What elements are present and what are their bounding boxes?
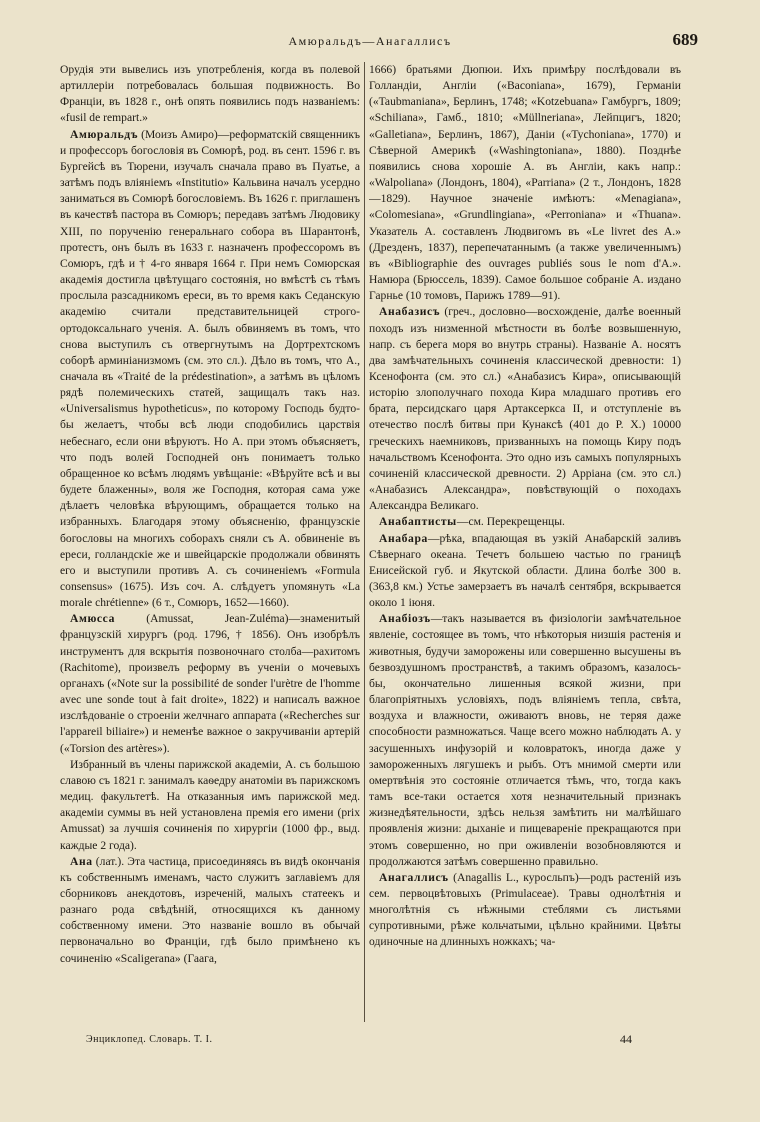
entry-anabiosis [369,611,681,870]
entry-anagallis [369,870,681,951]
left-column [60,62,360,1027]
entry-ana [60,854,360,967]
paragraph-continued: Орудія эти вывелись изъ употребленія, когда въ полевой артиллеріи потребовалась большая подвижность. Во Франціи, въ 1828 г., онѣ опять появились подъ названіемъ: «fusil de rempart.» [60,63,360,125]
entry-headword: Анабара [379,531,428,545]
page-header [60,30,698,52]
page-number: 689 [672,30,698,49]
footer-source: Энциклопед. Словарь. Т. I. [86,1034,213,1045]
entry-text: (греч., дословно—восхожденіе, далѣе военный походъ изъ низменной мѣстности въ болѣе возвышенную, напр. съ берега моря во внутрь страны). Названіе А. носятъ два замѣчательныхъ сочиненія классической древности: 1) Ксенофонта (см. это сл.) «Анабазисъ Кира», описывающій исторію злополучнаго похода Кира младшаго противъ его брата, персидскаго царя Артаксеркса II, и отступленіе въ отечество послѣ битвы при Кунаксѣ (401 до Р. Х.) 10000 греческихъ наемниковъ, призванныхъ на помощь Киру подъ начальствомъ Ксенофонта. Это одно изъ самыхъ популярныхъ сочиненій классической древности. 2) Арріана (см. это сл.) «Анабазисъ Александра», повѣствующій о походахъ Александра Великаго. [369,305,681,513]
entry-text: —см. Перекрещенцы. [456,515,565,529]
entry-headword: Амюсса [70,612,115,626]
column-divider [364,62,365,1022]
entry-text: (Моизъ Амиро)—реформатскій священникъ и профессоръ богословія въ Сомюрѣ, род. въ сент. 1596 г. въ Бургейсѣ въ Тюрени, изучалъ сначала право въ Пуатье, а затѣмъ подъ вліяніемъ «Institutio» Кальвина началъ усердно заниматься въ Сомюрѣ богословіемъ. Въ 1626 г. приглашенъ въ качествѣ пастора въ Сомюръ; передавъ затѣмъ Людовику XIII, по порученію генеральнаго собора въ Шарантонѣ, протестъ, онъ былъ въ 1633 г. назначенъ профессоромъ въ Сомюръ, гдѣ и † 4-го января 1664 г. При немъ Сомюрская академія достигла цвѣтущаго состоянія, но вмѣстѣ съ тѣмъ прослыла разсадникомъ ереси, въ то время какъ Седанскую академію считали представительницей строго-ортодоксальнаго ученія. А. былъ обвиняемъ въ томъ, что снова выступилъ съ отвергнутымъ на Дортрехтскомъ соборѣ арминіанизмомъ (см. это сл.). Дѣло въ томъ, что А., сначала въ «Traité de la prédestination», а затѣмъ въ цѣломъ рядѣ полемическихъ статей, защищалъ такъ наз. «Universalismus hypotheticus», по которому Господь будто-бы желаетъ, чтобы всѣ люди сподобились царствія небеснаго, если они вѣруютъ. Но А. при этомъ объясняетъ, что подъ волей Господней онъ понимаетъ только обращенное ко всѣмъ людямъ увѣщаніе: «Вѣруйте всѣ и вы будете блаженны», воля же Господня, которая сама уже дѣлаетъ человѣка вѣрующимъ, обращается только на избранныхъ. Благодаря этому объясненію, французскіе богословы на многихъ соборахъ сняли съ А. обвиненіе въ ереси, голландскіе же и швейцарскіе продолжали обвинять его и выступили противъ А. съ сочиненіемъ «Formula consensus» (1675). Изъ соч. А. слѣдуетъ упомянуть «La morale chrétienne» (6 т., Сомюръ, 1652—1660). [60,127,360,610]
paragraph: Избранный въ члены парижской академіи, А. съ большою славою съ 1821 г. занималъ каѳедру анатоміи въ парижскомъ медиц. факультетѣ. На отказанныя имъ парижской мед. академіи суммы въ ней установлена премія его имени (prix Amussat) за лучшія сочиненія по хирургіи (1000 фр., выд. каждые 2 года). [60,757,360,852]
entry-headword: Анагаллисъ [379,870,449,884]
running-head: Амюральдъ—Анагаллисъ [288,34,452,48]
entry-text: (Amussat, Jean-Zuléma)—знаменитый французскій хирургъ (род. 1796, † 1856). Онъ изобрѣлъ инструментъ для вскрытія позвоночнаго столба—рахитомъ (Rachitome), произвелъ реформу въ ученіи о мочевыхъ органахъ («Note sur la possibilité de sonder l'urètre de l'homme avec une sonde tout à fait droite», 1822) и написалъ важное изслѣдованіе о строеніи желчнаго аппарата («Recherches sur l'appareil biliaire») и неменѣе важное о закручиваніи артерій («Torsion des artères»). [60,612,360,755]
entry-text: (лат.). Эта частица, присоединяясь въ видѣ окончанія къ собственнымъ именамъ, часто служитъ заглавіемъ для сборниковъ анекдотовъ, изреченій, малыхъ статеекъ и разнаго рода свѣдѣній, относящихся къ данному собственному имени. Это названіе вошло въ обычай первоначально во Франціи, гдѣ было примѣнено къ сочиненію «Scaligerana» (Гаага, [60,854,360,965]
entry-anabaptists [369,514,681,530]
signature-mark: 44 [620,1032,632,1046]
entry-text: (Anagallis L., куросльпъ)—родъ растеній изъ сем. первоцвѣтовыхъ (Primulaceae). Травы однолѣтнія и многолѣтнія съ нѣжными стеблями съ листьями супротивными, рѣже кольчатыми, цѣльно крайними. Цвѣты одиночные на длинныхъ ножкахъ; ча- [369,870,681,949]
paragraph-continued: 1666) братьями Дюпюи. Ихъ примѣру послѣдовали въ Голландіи, Англіи («Baconiana», 1679), Германіи («Taubmaniana», Берлинъ, 1748; «Kotzebuana» Гамбургъ, 1809; «Schiliana», Гамб., 1810; «Müllneriana», Лейпцигъ, 1820; «Galletiana», Берлинъ, 1867), Даніи («Tychoniana», 1770) и Сѣверной Америкѣ («Washingtoniana», 1880). Позднѣе появились снова хорошіе А. въ Англіи, какъ напр.: «Walpoliana» (Лондонъ, 1804), «Parriana» (2 т., Лондонъ, 1828—1829). Научное значеніе имѣютъ: «Menagiana», «Colomesiana», «Grundlingiana», «Perroniana» и «Thuana». Указатель А. составленъ Людвигомъ въ «Le livret des A.» (Дрезденъ, 1837), перепечатаннымъ (а также увеличеннымъ) въ «Bibliographie des ouvrages publiés sous le nom d'A.». Намюра (Брюссель, 1839). Самое большое собраніе А. издано Гарнье (10 томовъ, Парижъ 1789—91). [369,63,681,303]
entry-anabasis [369,304,681,514]
right-column [369,62,681,1027]
entry-headword: Анабаптисты [379,515,457,529]
entry-amyraldus [60,127,360,612]
entry-text: —рѣка, впадающая въ узкій Анабарскій заливъ Сѣвернаго океана. Течетъ большею частью по границѣ Енисейской губ. и Якутской области. Длина болѣе 300 в. (363,8 км.) Устье замерзаетъ въ началѣ сентября, вскрывается около 1 іюня. [369,531,681,610]
entry-text: —такъ называется въ физіологіи замѣчательное явленіе, состоящее въ томъ, что нѣкоторыя низшія растенія и животныя, будучи заморожены или совершенно высушены въ безвоздушномъ пространствѣ, а такимъ образомъ, казалось-бы, окончательно лишенныя всякой жизни, при благопріятныхъ условіяхъ, подъ вліяніемъ тепла, свѣта, воздуха и влажности, оживаютъ вновь, не теряя даже способности размножаться. Чаще всего можно наблюдать А. у засушенныхъ инфузорій и коловратокъ, иногда даже у замороженныхъ лягушекъ и рыбъ. Отъ мнимой смерти или омертвѣнія это состояніе отличается тѣмъ, что, тогда какъ тамъ все-таки остается хотя незначительный признакъ жизнедѣятельности, здѣсь нельзя замѣтить ни малѣйшаго проявленія жизни: дыханіе и пищевареніе прекращаются при этомъ совершенно, но при оживленіи возобновляются и продолжаются затѣмъ совершенно правильно. [369,612,681,868]
entry-headword: Амюральдъ [70,127,139,141]
entry-anabara [369,531,681,612]
entry-amussat [60,611,360,756]
entry-headword: Анабіозъ [379,612,431,626]
entry-headword: Ана [70,854,93,868]
entry-headword: Анабазисъ [379,305,441,319]
